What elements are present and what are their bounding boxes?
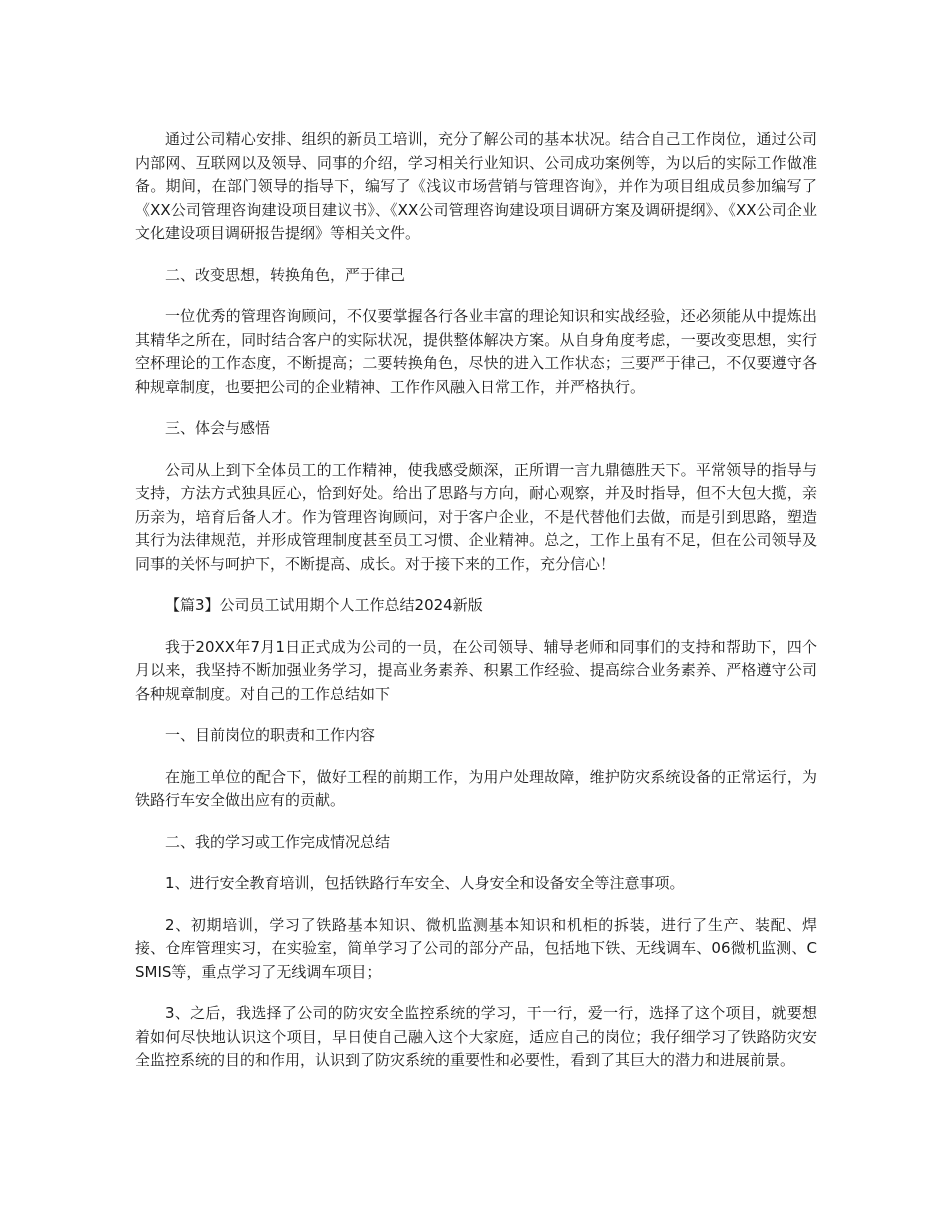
list-item-2: 2、初期培训，学习了铁路基本知识、微机监测基本知识和机柜的拆装，进行了生产、装配、焊接、仓库管理实习，在实验室，简单学习了公司的部分产品，包括地下铁、无线调车、06微机监测、CSMIS等，重点学习了无线调车项目； bbox=[135, 915, 817, 981]
heading-study-summary: 二、我的学习或工作完成情况总结 bbox=[165, 832, 391, 851]
heading-change-mindset: 二、改变思想，转换角色，严于律己 bbox=[165, 265, 406, 284]
heading-article-3: 【篇3】公司员工试用期个人工作总结2024新版 bbox=[165, 596, 483, 614]
document-page bbox=[135, 128, 817, 1073]
heading-experience: 三、体会与感悟 bbox=[165, 419, 271, 437]
paragraph-joined-company: 我于20XX年7月1日正式成为公司的一员，在公司领导、辅导老师和同事们的支持和帮助下，四个月以来，我坚持不断加强业务学习，提高业务素养、积累工作经验、提高综合业务素养、严格遵守公司各种规章制度。对自己的工作总结如下 bbox=[135, 637, 817, 703]
paragraph-consultant: 一位优秀的管理咨询顾问，不仅要掌握各行各业丰富的理论知识和实战经验，还必须能从中提炼出其精华之所在，同时结合客户的实际状况，提供整体解决方案。从自身角度考虑，一要改变思想，实行空杯理论的工作态度，不断提高；二要转换角色，尽快的进入工作状态；三要严于律己，不仅要遵守各种规章制度，也要把公司的企业精神、工作作风融入日常工作，并严格执行。 bbox=[135, 307, 817, 396]
list-item-3: 3、之后，我选择了公司的防灾安全监控系统的学习，干一行，爱一行，选择了这个项目，就要想着如何尽快地认识这个项目，早日使自己融入这个大家庭，适应自己的岗位；我仔细学习了铁路防灾安全监控系统的目的和作用，认识到了防灾系统的重要性和必要性，看到了其巨大的潜力和进展前景。 bbox=[135, 1004, 817, 1069]
paragraph-duties: 在施工单位的配合下，做好工程的前期工作，为用户处理故障，维护防灾系统设备的正常运行，为铁路行车安全做出应有的贡献。 bbox=[135, 767, 817, 809]
paragraph-training-intro: 通过公司精心安排、组织的新员工培训，充分了解公司的基本状况。结合自己工作岗位，通过公司内部网、互联网以及领导、同事的介绍，学习相关行业知识、公司成功案例等，为以后的实际工作做准备。期间，在部门领导的指导下，编写了《浅议市场营销与管理咨询》，并作为项目组成员参加编写了《XX公司管理咨询建设项目建议书》、《XX公司管理咨询建设项目调研方案及调研提纲》、《XX公司企业文化建设项目调研报告提纲》等相关文件。 bbox=[135, 130, 817, 242]
list-item-1: 1、进行安全教育培训，包括铁路行车安全、人身安全和设备安全等注意事项。 bbox=[165, 874, 685, 892]
heading-current-duties: 一、目前岗位的职责和工作内容 bbox=[165, 726, 376, 744]
paragraph-company-spirit: 公司从上到下全体员工的工作精神，使我感受颇深，正所谓一言九鼎德胜天下。平常领导的指导与支持，方法方式独具匠心，恰到好处。给出了思路与方向，耐心观察，并及时指导，但不大包大揽，亲历亲为，培育后备人才。作为管理咨询顾问，对于客户企业，不是代替他们去做，而是引到思路，塑造其行为法律规范，并形成管理制度甚至员工习惯、企业精神。总之，工作上虽有不足，但在公司领导及同事的关怀与呵护下，不断提高、成长。对于接下来的工作，充分信心！ bbox=[135, 460, 817, 573]
